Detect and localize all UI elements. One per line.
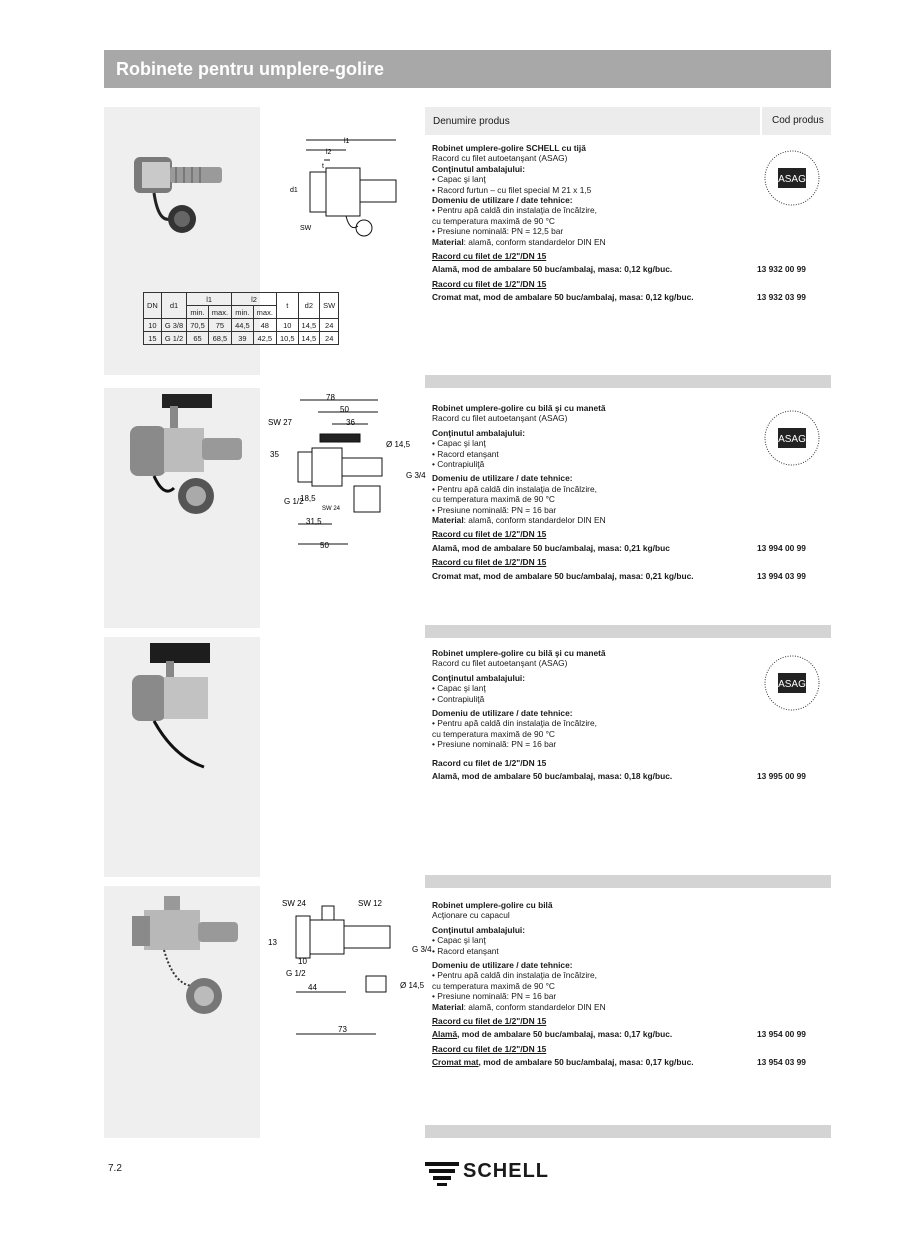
svg-text:ASAG: ASAG [778, 174, 806, 185]
table-row: 15 G 1/2 65 68,5 39 42,5 10,5 14,5 24 [144, 332, 339, 345]
photo-panel-4 [104, 886, 260, 1138]
product-photo-ball-valve-cap [104, 886, 260, 1138]
dim-l1: l1 [344, 138, 350, 145]
usage-item: cu temperatura maximă de 90 °C [432, 728, 555, 739]
svg-text:ASAG: ASAG [778, 434, 806, 445]
th-sw: SW [320, 293, 339, 319]
connection-label: Racord cu filet de 1/2"/DN 15 [432, 529, 547, 540]
usage-heading: Domeniu de utilizare / date tehnice: [432, 195, 573, 206]
dim-185: 18,5 [300, 494, 316, 503]
usage-item: • Pentru apă caldă din instalaţia de încălzire, [432, 205, 597, 216]
variant-row: Cromat mat, mod de ambalare 50 buc/ambalaj, masa: 0,21 kg/buc. 13 994 03 99 [432, 571, 827, 581]
svg-text:ASAG: ASAG [778, 679, 806, 690]
variant-row: Alamă, mod de ambalare 50 buc/ambalaj, masa: 0,17 kg/buc. 13 954 00 99 [432, 1029, 827, 1039]
product-title: Robinet umplere-golire cu bilă şi cu manetă [432, 403, 606, 413]
dim-36: 36 [346, 418, 355, 427]
dim-10: 10 [298, 957, 307, 966]
contents-item: • Racord etanşant [432, 945, 499, 956]
connection-label: Racord cu filet de 1/2"/DN 15 [432, 1043, 547, 1054]
usage-heading: Domeniu de utilizare / date tehnice: [432, 960, 573, 971]
usage-heading: Domeniu de utilizare / date tehnice: [432, 473, 573, 484]
product-subtitle: Racord cu filet autoetanşant (ASAG) [432, 153, 568, 164]
contents-item: • Capac şi lanţ [432, 174, 486, 185]
usage-item: • Presiune nominală: PN = 16 bar [432, 504, 557, 515]
usage-item: • Pentru apă caldă din instalaţia de încălzire, [432, 483, 597, 494]
usage-item: cu temperatura maximă de 90 °C [432, 215, 555, 226]
product-subtitle: Racord cu filet autoetanşant (ASAG) [432, 413, 568, 424]
th-d1: d1 [161, 293, 186, 319]
th-l1-max: max. [208, 306, 231, 319]
contents-item: • Capac şi lanţ [432, 683, 486, 694]
material-line: Material: alamă, conform standardelor DIN EN [432, 1001, 606, 1012]
contents-item: • Racord etanşant [432, 448, 499, 459]
section-separator [425, 875, 831, 888]
dim-sw24-4: SW 24 [282, 899, 307, 908]
th-d2: d2 [298, 293, 320, 319]
contents-item: • Capac şi lanţ [432, 935, 486, 946]
product-title: Robinet umplere-golire SCHELL cu tijă [432, 143, 586, 153]
product-code: 13 932 00 99 [757, 264, 806, 275]
section-separator [425, 1125, 831, 1138]
header-product-code: Cod produs [760, 107, 824, 135]
usage-item: • Pentru apă caldă din instalaţia de încălzire, [432, 718, 597, 729]
product-title: Robinet umplere-golire cu bilă [432, 900, 553, 910]
usage-item: • Pentru apă caldă din instalaţia de încălzire, [432, 970, 597, 981]
dim-diam-4: Ø 14,5 [400, 981, 425, 990]
variant-row: Alamă, mod de ambalare 50 buc/ambalaj, masa: 0,12 kg/buc. 13 932 00 99 [432, 264, 827, 274]
product-code: 13 954 00 99 [757, 1029, 806, 1040]
dim-l2: l2 [326, 149, 332, 156]
contents-item: • Racord furtun – cu filet special M 21 x 1,5 [432, 184, 592, 195]
material-line: Material: alamă, conform standardelor DIN EN [432, 236, 606, 247]
page-number: 7.2 [108, 1163, 122, 1174]
material-line: Material: alamă, conform standardelor DIN EN [432, 515, 606, 526]
usage-item: cu temperatura maximă de 90 °C [432, 980, 555, 991]
contents-heading: Conţinutul ambalajului: [432, 427, 526, 438]
technical-drawing-1 [286, 132, 416, 242]
brand-name: SCHELL [463, 1160, 549, 1182]
dim-g34: G 3/4 [406, 471, 426, 480]
product-subtitle: Racord cu filet autoetanşant (ASAG) [432, 658, 568, 669]
dimensions-table [143, 292, 339, 345]
th-l1-min: min. [187, 306, 209, 319]
connection-label: Racord cu filet de 1/2"/DN 15 [432, 757, 547, 768]
dim-13: 13 [268, 938, 277, 947]
connection-label: Racord cu filet de 1/2"/DN 15 [432, 557, 547, 568]
dim-78: 78 [326, 393, 335, 402]
contents-item: • Capac şi lanţ [432, 438, 486, 449]
contents-heading: Conţinutul ambalajului: [432, 924, 526, 935]
th-dn: DN [144, 293, 162, 319]
section-separator [425, 375, 831, 388]
th-l1: l1 [187, 293, 232, 306]
dim-diam: Ø 14,5 [386, 440, 411, 449]
connection-label: Racord cu filet de 1/2"/DN 15 [432, 278, 547, 289]
contents-heading: Conţinutul ambalajului: [432, 163, 526, 174]
asag-seal-icon [762, 408, 822, 468]
dim-sw27: SW 27 [268, 418, 293, 427]
th-l2-min: min. [232, 306, 254, 319]
product-title: Robinet umplere-golire cu bilă şi cu manetă [432, 648, 606, 658]
dim-35: 35 [270, 450, 279, 459]
dim-t: t [322, 163, 324, 170]
product-photo-ball-valve-lever [104, 388, 260, 628]
dim-73: 73 [338, 1025, 347, 1034]
usage-item: cu temperatura maximă de 90 °C [432, 494, 555, 505]
dim-50-top: 50 [340, 405, 349, 414]
variant-row: Alamă, mod de ambalare 50 buc/ambalaj, masa: 0,21 kg/buc 13 994 00 99 [432, 543, 827, 553]
connection-label: Racord cu filet de 1/2"/DN 15 [432, 251, 547, 262]
th-t: t [276, 293, 298, 319]
usage-item: • Presiune nominală: PN = 12,5 bar [432, 226, 564, 237]
product-code: 13 954 03 99 [757, 1057, 806, 1068]
dim-315: 31,5 [306, 517, 322, 526]
photo-panel-2 [104, 388, 260, 628]
technical-drawing-2 [268, 392, 426, 552]
connection-label: Racord cu filet de 1/2"/DN 15 [432, 1016, 547, 1027]
dim-50: 50 [320, 541, 329, 550]
usage-item: • Presiune nominală: PN = 16 bar [432, 739, 557, 750]
dim-sw24: SW 24 [322, 506, 341, 512]
dim-d1: d1 [290, 187, 298, 194]
dim-g34-4: G 3/4 [412, 945, 432, 954]
product-code: 13 995 00 99 [757, 771, 806, 782]
product-subtitle: Acţionare cu capacul [432, 910, 510, 921]
contents-heading: Conţinutul ambalajului: [432, 672, 526, 683]
product-photo-ball-valve-lever-2 [104, 637, 260, 877]
product-entry-4 [432, 900, 827, 1068]
table-row: 10 G 3/8 70,5 75 44,5 48 10 14,5 24 [144, 319, 339, 332]
product-table-header [425, 107, 831, 135]
section-separator [425, 625, 831, 638]
dim-g12-4: G 1/2 [286, 969, 306, 978]
technical-drawing-4 [266, 896, 432, 1046]
th-l2-max: max. [253, 306, 276, 319]
variant-row: Cromat mat, mod de ambalare 50 buc/ambalaj, masa: 0,17 kg/buc. 13 954 03 99 [432, 1057, 827, 1067]
header-product-name: Denumire produs [433, 116, 510, 127]
photo-panel-3 [104, 637, 260, 877]
usage-heading: Domeniu de utilizare / date tehnice: [432, 708, 573, 719]
contents-item: • Contrapiuliţă [432, 693, 485, 704]
product-code: 13 932 03 99 [757, 292, 806, 303]
product-code: 13 994 00 99 [757, 542, 806, 553]
page-title: Robinete pentru umplere-golire [104, 50, 831, 88]
dim-sw: SW [300, 225, 312, 232]
asag-seal-icon [762, 148, 822, 208]
variant-row: Cromat mat, mod de ambalare 50 buc/ambalaj, masa: 0,12 kg/buc. 13 932 03 99 [432, 292, 827, 302]
dim-g12: G 1/2 [284, 497, 304, 506]
contents-item: • Contrapiuliţă [432, 459, 485, 470]
usage-item: • Presiune nominală: PN = 16 bar [432, 991, 557, 1002]
asag-seal-icon [762, 653, 822, 713]
th-l2: l2 [232, 293, 277, 306]
schell-logo-icon [425, 1158, 459, 1186]
variant-row: Alamă, mod de ambalare 50 buc/ambalaj, masa: 0,18 kg/buc. 13 995 00 99 [432, 771, 827, 781]
dim-44: 44 [308, 983, 317, 992]
product-code: 13 994 03 99 [757, 570, 806, 581]
dim-sw12: SW 12 [358, 899, 383, 908]
